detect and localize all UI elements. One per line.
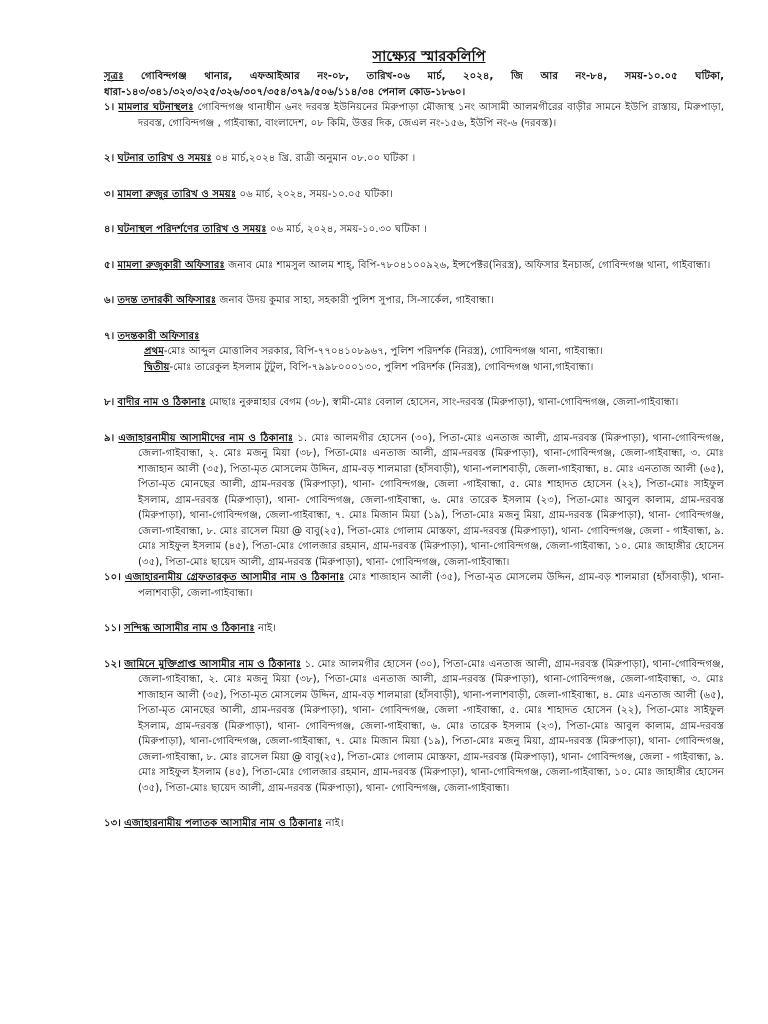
item-9-label: এজাহারনামীয় আসামীদের নাম ও ঠিকানাঃ — [118, 432, 294, 444]
item-8-label: বাদীর নাম ও ঠিকানাঃ — [117, 397, 206, 409]
item-12: ১২। জামিনে মুক্তিপ্রাপ্ত আসামীর নাম ও ঠিকানাঃ ১. মোঃ আলমগীর হোসেন (৩০), পিতা-মোঃ এনতাজ আলী, গ্রাম-দরবস্ত (মিরুপাড়া), থানা-গোবিন্দগঞ্জ, জেলা-গাইবান্ধা, ২. মোঃ মজনু মিয়া (৩৮), পিতা-মোঃ এনতাজ আলী, গ্রাম-দরবস্ত (মিরুপাড়া), থানা-গোবিন্দগঞ্জ, জেলা-গাইবান্ধা, ৩. মোঃ শাজাহান আলী (৩৫), পিতা-মৃত মোসলেম উদ্দিন, গ্রাম-বড় শালমারা (হাঁসবাড়ী), থানা-পলাশবাড়ী, জেলা-গাইবান্ধা, ৪. মোঃ এনতাজ আলী (৬৫), পিতা-মৃত মোনছের আলী, গ্রাম-দরবস্ত (মিরুপাড়া), থানা- গোবিন্দগঞ্জ, জেলা -গাইবান্ধা, ৫. মোঃ শাহাদত হোসেন (২২), পিতা-মোঃ সাইফুল ইসলাম, গ্রাম-দরবস্ত (মিরুপাড়া), থানা- গোবিন্দগঞ্জ, জেলা-গাইবান্ধা, ৬. মোঃ তারেক ইসলাম (২৩), পিতা-মোঃ আবুল কালাম, গ্রাম-দরবস্ত (মিরুপাড়া), থানা-গোবিন্দগঞ্জ, জেলা-গাইবান্ধা, ৭. মোঃ মিজান মিয়া (১৯), পিতা-মোঃ মজনু মিয়া, গ্রাম-দরবস্ত (মিরুপাড়া), থানা- গোবিন্দগঞ্জ, জেলা-গাইবান্ধা, ৮. মোঃ রাসেল মিয়া @ বাবু(২৫), পিতা-মোঃ গোলাম মোস্তফা, গ্রাম-দরবস্ত (মিরুপাড়া), থানা- গোবিন্দগঞ্জ, জেলা - গাইবান্ধা, ৯. মোঃ সাইফুল ইসলাম (৪৫), পিতা-মোঃ গোলজার রহমান, গ্রাম-দরবস্ত (মিরুপাড়া), থানা-গোবিন্দগঞ্জ, জেলা-গাইবান্ধা, ১০. মোঃ জাহাঙ্গীর হোসেন (৩৫), পিতা-মোঃ ছায়েদ আলী, গ্রাম-দরবস্ত (মিরুপাড়া), থানা- গোবিন্দগঞ্জ, জেলা-গাইবান্ধা। — [104, 658, 724, 794]
item-5-text: জনাব মোঃ শামসুল আলম শাহ্, বিপি-৭৮০৪১০০৯২৬, ইন্সপেক্টর(নিরস্ত্র), অফিসার ইনচার্জ, গোবিন্দগঞ্জ থানা, গাইবান্ধা। — [228, 259, 711, 271]
item-8: ৮। বাদীর নাম ও ঠিকানাঃ মোছাঃ নুরুন্নাহার বেগম (৩৮), স্বামী-মোঃ বেলাল হোসেন, সাং-দরবস্ত (মিরুপাড়া), থানা-গোবিন্দগঞ্জ, জেলা-গাইবান্ধা। — [104, 397, 679, 409]
item-7-first-officer — [104, 344, 724, 360]
item-5: ৫। মামলা রুজুকারী অফিসারঃ জনাব মোঃ শামসুল আলম শাহ্, বিপি-৭৮০৪১০০৯২৬, ইন্সপেক্টর(নিরস্ত্র), অফিসার ইনচার্জ, গোবিন্দগঞ্জ থানা, গাইবান্ধা। — [104, 259, 711, 271]
item-7-label: তদন্তকারী অফিসারঃ — [117, 330, 200, 342]
item-2: ২। ঘটনার তারিখ ও সময়ঃ ০৪ মার্চ,২০২৪ খ্রি. রাত্রী অনুমান ০৮.০০ ঘটিকা । — [104, 153, 416, 165]
item-13-text: নাই। — [325, 818, 344, 830]
item-3-label: মামলা রুজুর তারিখ ও সময়ঃ — [117, 188, 237, 200]
second-officer-label: দ্বিতীয় — [144, 361, 170, 373]
item-3: ৩। মামলা রুজুর তারিখ ও সময়ঃ ০৬ মার্চ, ২০২৪, সময়-১০.০৫ ঘটিকা। — [104, 188, 393, 200]
item-12-text: ১. মোঃ আলমগীর হোসেন (৩০), পিতা-মোঃ এনতাজ আলী, গ্রাম-দরবস্ত (মিরুপাড়া), থানা-গোবিন্দগঞ্জ, জেলা-গাইবান্ধা, ২. মোঃ মজনু মিয়া (৩৮), পিতা-মোঃ এনতাজ আলী, গ্রাম-দরবস্ত (মিরুপাড়া), থানা-গোবিন্দগঞ্জ, জেলা-গাইবান্ধা, ৩. মোঃ শাজাহান আলী (৩৫), পিতা-মৃত মোসলেম উদ্দিন, গ্রাম-বড় শালমারা (হাঁসবাড়ী), থানা-পলাশবাড়ী, জেলা-গাইবান্ধা, ৪. মোঃ এনতাজ আলী (৬৫), পিতা-মৃত মোনছের আলী, গ্রাম-দরবস্ত (মিরুপাড়া), থানা- গোবিন্দগঞ্জ, জেলা -গাইবান্ধা, ৫. মোঃ শাহাদত হোসেন (২২), পিতা-মোঃ সাইফুল ইসলাম, গ্রাম-দরবস্ত (মিরুপাড়া), থানা- গোবিন্দগঞ্জ, জেলা-গাইবান্ধা, ৬. মোঃ তারেক ইসলাম (২৩), পিতা-মোঃ আবুল কালাম, গ্রাম-দরবস্ত (মিরুপাড়া), থানা-গোবিন্দগঞ্জ, জেলা-গাইবান্ধা, ৭. মোঃ মিজান মিয়া (১৯), পিতা-মোঃ মজনু মিয়া, গ্রাম-দরবস্ত (মিরুপাড়া), থানা- গোবিন্দগঞ্জ, জেলা-গাইবান্ধা, ৮. মোঃ রাসেল মিয়া @ বাবু(২৫), পিতা-মোঃ গোলাম মোস্তফা, গ্রাম-দরবস্ত (মিরুপাড়া), থানা- গোবিন্দগঞ্জ, জেলা - গাইবান্ধা, ৯. মোঃ সাইফুল ইসলাম (৪৫), পিতা-মোঃ গোলজার রহমান, গ্রাম-দরবস্ত (মিরুপাড়া), থানা-গোবিন্দগঞ্জ, জেলা-গাইবান্ধা, ১০. মোঃ জাহাঙ্গীর হোসেন (৩৫), পিতা-মোঃ ছায়েদ আলী, গ্রাম-দরবস্ত (মিরুপাড়া), থানা- গোবিন্দগঞ্জ, জেলা-গাইবান্ধা। — [138, 658, 724, 794]
item-1-label: মামলার ঘটনাস্থলঃ — [118, 102, 194, 114]
item-8-text: মোছাঃ নুরুন্নাহার বেগম (৩৮), স্বামী-মোঃ বেলাল হোসেন, সাং-দরবস্ত (মিরুপাড়া), থানা-গোবিন্দগঞ্জ, জেলা-গাইবান্ধা। — [209, 397, 679, 409]
item-9: ৯। এজাহারনামীয় আসামীদের নাম ও ঠিকানাঃ ১. মোঃ আলমগীর হোসেন (৩০), পিতা-মোঃ এনতাজ আলী, গ্রাম-দরবস্ত (মিরুপাড়া), থানা-গোবিন্দগঞ্জ, জেলা-গাইবান্ধা, ২. মোঃ মজনু মিয়া (৩৮), পিতা-মোঃ এনতাজ আলী, গ্রাম-দরবস্ত (মিরুপাড়া), থানা-গোবিন্দগঞ্জ, জেলা-গাইবান্ধা, ৩. মোঃ শাজাহান আলী (৩৫), পিতা-মৃত মোসলেম উদ্দিন, গ্রাম-বড় শালমারা (হাঁসবাড়ী), থানা-পলাশবাড়ী, জেলা-গাইবান্ধা, ৪. মোঃ এনতাজ আলী (৬৫), পিতা-মৃত মোনছের আলী, গ্রাম-দরবস্ত (মিরুপাড়া), থানা- গোবিন্দগঞ্জ, জেলা -গাইবান্ধা, ৫. মোঃ শাহাদত হোসেন (২২), পিতা-মোঃ সাইফুল ইসলাম, গ্রাম-দরবস্ত (মিরুপাড়া), থানা- গোবিন্দগঞ্জ, জেলা-গাইবান্ধা, ৬. মোঃ তারেক ইসলাম (২৩), পিতা-মোঃ আবুল কালাম, গ্রাম-দরবস্ত (মিরুপাড়া), থানা-গোবিন্দগঞ্জ, জেলা-গাইবান্ধা, ৭. মোঃ মিজান মিয়া (১৯), পিতা-মোঃ মজনু মিয়া, গ্রাম-দরবস্ত (মিরুপাড়া), থানা- গোবিন্দগঞ্জ, জেলা-গাইবান্ধা, ৮. মোঃ রাসেল মিয়া @ বাবু(২৫), পিতা-মোঃ গোলাম মোস্তফা, গ্রাম-দরবস্ত (মিরুপাড়া), থানা- গোবিন্দগঞ্জ, জেলা - গাইবান্ধা, ৯. মোঃ সাইফুল ইসলাম (৪৫), পিতা-মোঃ গোলজার রহমান, গ্রাম-দরবস্ত (মিরুপাড়া), থানা-গোবিন্দগঞ্জ, জেলা-গাইবান্ধা, ১০. মোঃ জাহাঙ্গীর হোসেন (৩৫), পিতা-মোঃ ছায়েদ আলী, গ্রাম-দরবস্ত (মিরুপাড়া), থানা- গোবিন্দগঞ্জ, জেলা-গাইবান্ধা। — [104, 432, 724, 568]
first-officer-label: প্রথম — [144, 346, 164, 358]
item-4-label: ঘটনাস্থল পরিদর্শণের তারিখ ও সময়ঃ — [117, 224, 267, 236]
item-11: ১১। সন্দিগ্ধ আসামীর নাম ও ঠিকানাঃ নাই। — [104, 623, 276, 635]
item-13-label: এজাহারনামীয় পলাতক আসামীর নাম ও ঠিকানাঃ — [124, 818, 323, 830]
item-6-label: তদন্ত তদারকী অফিসারঃ — [117, 295, 217, 307]
item-10: ১০। এজাহারনামীয় গ্রেফতারকৃত আসামীর নাম ও ঠিকানাঃ মোঃ শাজাহান আলী (৩৫), পিতা-মৃত মোসলেম উদ্দিন, গ্রাম-বড় শালমারা (হাঁসবাড়ী), থানা-পলাশবাড়ী, জেলা-গাইবান্ধা। — [104, 572, 724, 599]
item-7-second-officer — [104, 360, 724, 376]
item-9-text: ১. মোঃ আলমগীর হোসেন (৩০), পিতা-মোঃ এনতাজ আলী, গ্রাম-দরবস্ত (মিরুপাড়া), থানা-গোবিন্দগঞ্জ, জেলা-গাইবান্ধা, ২. মোঃ মজনু মিয়া (৩৮), পিতা-মোঃ এনতাজ আলী, গ্রাম-দরবস্ত (মিরুপাড়া), থানা-গোবিন্দগঞ্জ, জেলা-গাইবান্ধা, ৩. মোঃ শাজাহান আলী (৩৫), পিতা-মৃত মোসলেম উদ্দিন, গ্রাম-বড় শালমারা (হাঁসবাড়ী), থানা-পলাশবাড়ী, জেলা-গাইবান্ধা, ৪. মোঃ এনতাজ আলী (৬৫), পিতা-মৃত মোনছের আলী, গ্রাম-দরবস্ত (মিরুপাড়া), থানা- গোবিন্দগঞ্জ, জেলা -গাইবান্ধা, ৫. মোঃ শাহাদত হোসেন (২২), পিতা-মোঃ সাইফুল ইসলাম, গ্রাম-দরবস্ত (মিরুপাড়া), থানা- গোবিন্দগঞ্জ, জেলা-গাইবান্ধা, ৬. মোঃ তারেক ইসলাম (২৩), পিতা-মোঃ আবুল কালাম, গ্রাম-দরবস্ত (মিরুপাড়া), থানা-গোবিন্দগঞ্জ, জেলা-গাইবান্ধা, ৭. মোঃ মিজান মিয়া (১৯), পিতা-মোঃ মজনু মিয়া, গ্রাম-দরবস্ত (মিরুপাড়া), থানা- গোবিন্দগঞ্জ, জেলা-গাইবান্ধা, ৮. মোঃ রাসেল মিয়া @ বাবু(২৫), পিতা-মোঃ গোলাম মোস্তফা, গ্রাম-দরবস্ত (মিরুপাড়া), থানা- গোবিন্দগঞ্জ, জেলা - গাইবান্ধা, ৯. মোঃ সাইফুল ইসলাম (৪৫), পিতা-মোঃ গোলজার রহমান, গ্রাম-দরবস্ত (মিরুপাড়া), থানা-গোবিন্দগঞ্জ, জেলা-গাইবান্ধা, ১০. মোঃ জাহাঙ্গীর হোসেন (৩৫), পিতা-মোঃ ছায়েদ আলী, গ্রাম-দরবস্ত (মিরুপাড়া), থানা- গোবিন্দগঞ্জ, জেলা-গাইবান্ধা। — [138, 432, 724, 568]
item-4-text: ০৬ মার্চ, ২০২৪, সময়-১০.৩০ ঘটিকা । — [269, 224, 427, 236]
item-2-label: ঘটনার তারিখ ও সময়ঃ — [117, 153, 212, 165]
item-12-label: জামিনে মুক্তিপ্রাপ্ত আসামীর নাম ও ঠিকানাঃ — [124, 658, 302, 670]
item-1: ১। মামলার ঘটনাস্থলঃ গোবিন্দগঞ্জ থানাধীন ৬নং দরবস্ত ইউনিয়নের মিরুপাড়া মৌজাস্থ ১নং আসামী আলমগীরের বাড়ীর সামনে ইউপি রাস্তায়, মিরুপাড়া, দরবস্ত, গোবিন্দগঞ্জ , গাইবান্ধা, বাংলাদেশ, ০৮ কিমি, উত্তর দিক, জেএল নং-১৫৬, ইউপি নং-৬ (দরবস্ত)। — [104, 102, 724, 129]
first-officer-text: -মোঃ আব্দুল মোত্তালিব সরকার, বিপি-৭৭০৪১০৮৯৬৭, পুলিশ পরিদর্শক (নিরস্ত্র), গোবিন্দগঞ্জ থানা, গাইবান্ধা। — [163, 346, 603, 358]
source-label: সূত্রঃ — [104, 71, 124, 83]
item-10-label: এজাহারনামীয় গ্রেফতারকৃত আসামীর নাম ও ঠিকানাঃ — [124, 572, 345, 584]
item-11-label: সন্দিগ্ধ আসামীর নাম ও ঠিকানাঃ — [124, 623, 255, 635]
item-4: ৪। ঘটনাস্থল পরিদর্শণের তারিখ ও সময়ঃ ০৬ মার্চ, ২০২৪, সময়-১০.৩০ ঘটিকা । — [104, 224, 427, 236]
item-10-text: মোঃ শাজাহান আলী (৩৫), পিতা-মৃত মোসলেম উদ্দিন, গ্রাম-বড় শালমারা (হাঁসবাড়ী), থানা-পলাশবাড়ী, জেলা-গাইবান্ধা। — [138, 572, 724, 599]
item-6-text: জনাব উদয় কুমার সাহা, সহকারী পুলিশ সুপার, সি-সার্কেল, গাইবান্ধা। — [219, 295, 494, 307]
item-3-text: ০৬ মার্চ, ২০২৪, সময়-১০.০৫ ঘটিকা। — [239, 188, 393, 200]
item-2-text: ০৪ মার্চ,২০২৪ খ্রি. রাত্রী অনুমান ০৮.০০ ঘটিকা । — [215, 153, 416, 165]
source-reference — [104, 69, 724, 100]
item-7: ৭। তদন্তকারী অফিসারঃ — [104, 330, 200, 342]
item-6: ৬। তদন্ত তদারকী অফিসারঃ জনাব উদয় কুমার সাহা, সহকারী পুলিশ সুপার, সি-সার্কেল, গাইবান্ধা। — [104, 295, 494, 307]
item-11-text: নাই। — [257, 623, 276, 635]
second-officer-text: -মোঃ তারেকুল ইসলাম টুটুল, বিপি-৭৯৯৮০০০১৩০, পুলিশ পরিদর্শক (নিরস্ত্র), গোবিন্দগঞ্জ থানা,গাইবান্ধা। — [169, 361, 594, 373]
source-text: গোবিন্দগঞ্জ থানার, এফআইআর নং-০৮, তারিখ-০৬ মার্চ, ২০২৪, জি আর নং-৮৪, সময়-১০.০৫ ঘটিকা, ধারা-১৪৩/৩৪১/৩২৩/৩২৫/৩২৬/৩০৭/৩৫৪/৩৭৯/৫০৬/১১৪/৩৪ পেনাল কোড-১৮৬০। — [104, 71, 724, 98]
item-13: ১৩। এজাহারনামীয় পলাতক আসামীর নাম ও ঠিকানাঃ নাই। — [104, 818, 344, 830]
item-1-text: গোবিন্দগঞ্জ থানাধীন ৬নং দরবস্ত ইউনিয়নের মিরুপাড়া মৌজাস্থ ১নং আসামী আলমগীরের বাড়ীর সামনে ইউপি রাস্তায়, মিরুপাড়া, দরবস্ত, গোবিন্দগঞ্জ , গাইবান্ধা, বাংলাদেশ, ০৮ কিমি, উত্তর দিক, জেএল নং-১৫৬, ইউপি নং-৬ (দরবস্ত)। — [138, 102, 724, 129]
document-title: সাক্ষ্যের স্মারকলিপি — [372, 49, 486, 65]
item-5-label: মামলা রুজুকারী অফিসারঃ — [117, 259, 225, 271]
